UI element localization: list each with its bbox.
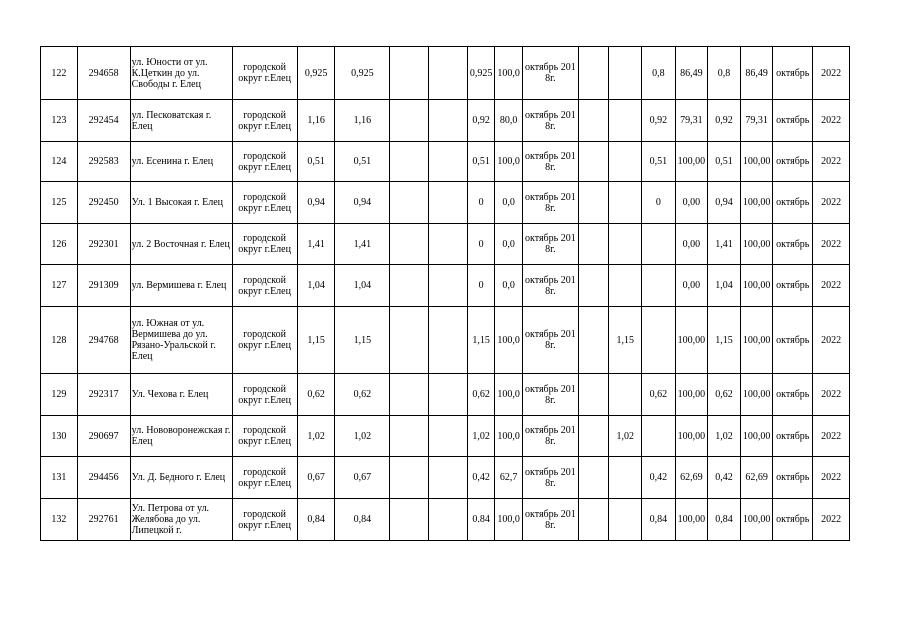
percent-done-cell: 0,0 [495,224,523,265]
repair-date-cell: октябрь 2018г. [522,142,578,182]
percent-done-cell: 80,0 [495,100,523,142]
col-8-cell [429,499,468,541]
repair-date-cell: октябрь 2018г. [522,499,578,541]
repair-date-cell: октябрь 2018г. [522,224,578,265]
district-cell: городской округ г.Елец [232,142,297,182]
street-name-cell: ул. Вермишева г. Елец [130,265,232,307]
col-7-cell [390,499,429,541]
col-7-cell [390,374,429,416]
month-cell: октябрь [773,499,813,541]
col-13-cell [609,100,642,142]
road-code-cell: 294768 [77,307,130,374]
row-number-cell: 128 [41,307,78,374]
col-14-cell [642,265,676,307]
col-13-cell [609,142,642,182]
percent-after-cell: 79,31 [675,100,708,142]
col-12-cell [578,100,609,142]
street-name-cell: Ул. Петрова от ул. Желябова до ул. Липецкой г. [130,499,232,541]
length-total-cell: 0,51 [335,142,390,182]
col-13-cell [609,224,642,265]
col-12-cell [578,142,609,182]
district-cell: городской округ г.Елец [232,182,297,224]
col-14-cell: 0,42 [642,457,676,499]
road-code-cell: 292583 [77,142,130,182]
month-cell: октябрь [773,457,813,499]
repair-date-cell: октябрь 2018г. [522,374,578,416]
district-cell: городской округ г.Елец [232,374,297,416]
percent-after-cell: 86,49 [675,47,708,100]
col-8-cell [429,265,468,307]
row-number-cell: 127 [41,265,78,307]
col-13-cell [609,374,642,416]
length-total-cell: 0,84 [335,499,390,541]
year-cell: 2022 [813,499,850,541]
road-code-cell: 290697 [77,416,130,457]
street-name-cell: ул. Нововоронежская г. Елец [130,416,232,457]
col-7-cell [390,265,429,307]
repair-date-cell: октябрь 2018г. [522,265,578,307]
table-row [41,499,850,541]
col-13-cell [609,182,642,224]
repair-date-cell: октябрь 2018г. [522,307,578,374]
length-cell: 0,925 [297,47,335,100]
col-16-cell: 1,15 [708,307,741,374]
col-7-cell [390,100,429,142]
col-12-cell [578,457,609,499]
col-9-cell: 0,925 [467,47,495,100]
street-name-cell: Ул. 1 Высокая г. Елец [130,182,232,224]
year-cell: 2022 [813,307,850,374]
col-7-cell [390,416,429,457]
length-total-cell: 0,925 [335,47,390,100]
col-13-cell [609,47,642,100]
col-14-cell: 0,62 [642,374,676,416]
repair-date-cell: октябрь 2018г. [522,182,578,224]
length-cell: 1,02 [297,416,335,457]
road-code-cell: 292450 [77,182,130,224]
street-name-cell: Ул. Чехова г. Елец [130,374,232,416]
col-9-cell: 1,15 [467,307,495,374]
table-row [41,374,850,416]
col-9-cell: 0.84 [467,499,495,541]
length-total-cell: 1,04 [335,265,390,307]
length-cell: 1,41 [297,224,335,265]
street-name-cell: ул. Есенина г. Елец [130,142,232,182]
percent-done-cell: 100,0 [495,47,523,100]
col-16-cell: 0,8 [708,47,741,100]
year-cell: 2022 [813,457,850,499]
col-12-cell [578,47,609,100]
col-8-cell [429,224,468,265]
col-12-cell [578,265,609,307]
col-14-cell [642,224,676,265]
length-total-cell: 1,16 [335,100,390,142]
length-total-cell: 1,15 [335,307,390,374]
district-cell: городской округ г.Елец [232,224,297,265]
col-13-cell: 1,02 [609,416,642,457]
col-14-cell: 0,51 [642,142,676,182]
col-12-cell [578,416,609,457]
street-name-cell: ул. Южная от ул. Вермишева до ул. Рязано-Уральской г. Елец [130,307,232,374]
percent-done-cell: 0,0 [495,182,523,224]
col-12-cell [578,499,609,541]
year-cell: 2022 [813,416,850,457]
district-cell: городской округ г.Елец [232,307,297,374]
col-7-cell [390,182,429,224]
district-cell: городской округ г.Елец [232,265,297,307]
col-13-cell [609,265,642,307]
row-number-cell: 122 [41,47,78,100]
percent-final-cell: 100,00 [740,265,773,307]
month-cell: октябрь [773,265,813,307]
row-number-cell: 132 [41,499,78,541]
repair-date-cell: октябрь 2018г. [522,416,578,457]
col-9-cell: 0,62 [467,374,495,416]
percent-final-cell: 62,69 [740,457,773,499]
row-number-cell: 123 [41,100,78,142]
row-number-cell: 125 [41,182,78,224]
col-9-cell: 0,92 [467,100,495,142]
percent-final-cell: 100,00 [740,182,773,224]
percent-final-cell: 100,00 [740,416,773,457]
table-row [41,265,850,307]
roads-register-table [40,46,850,541]
road-code-cell: 292761 [77,499,130,541]
col-7-cell [390,307,429,374]
percent-after-cell: 0,00 [675,182,708,224]
month-cell: октябрь [773,416,813,457]
col-7-cell [390,457,429,499]
percent-after-cell: 100,00 [675,307,708,374]
table-row [41,100,850,142]
percent-final-cell: 100,00 [740,224,773,265]
percent-final-cell: 100,00 [740,142,773,182]
road-code-cell: 291309 [77,265,130,307]
col-14-cell: 0,8 [642,47,676,100]
col-16-cell: 1,04 [708,265,741,307]
length-total-cell: 1,41 [335,224,390,265]
road-code-cell: 294658 [77,47,130,100]
col-9-cell: 0 [467,224,495,265]
percent-done-cell: 0,0 [495,265,523,307]
length-cell: 1,15 [297,307,335,374]
length-total-cell: 0,62 [335,374,390,416]
percent-after-cell: 100,00 [675,499,708,541]
col-14-cell: 0,84 [642,499,676,541]
table-row [41,182,850,224]
road-code-cell: 294456 [77,457,130,499]
percent-done-cell: 100,0 [495,307,523,374]
col-7-cell [390,142,429,182]
col-9-cell: 0,51 [467,142,495,182]
col-13-cell: 1,15 [609,307,642,374]
street-name-cell: Ул. Д. Бедного г. Елец [130,457,232,499]
row-number-cell: 126 [41,224,78,265]
length-cell: 1,16 [297,100,335,142]
road-code-cell: 292454 [77,100,130,142]
percent-after-cell: 62,69 [675,457,708,499]
col-9-cell: 0 [467,182,495,224]
district-cell: городской округ г.Елец [232,100,297,142]
col-8-cell [429,100,468,142]
percent-final-cell: 100,00 [740,374,773,416]
percent-after-cell: 0,00 [675,265,708,307]
table-row [41,224,850,265]
col-8-cell [429,374,468,416]
month-cell: октябрь [773,307,813,374]
col-16-cell: 1,02 [708,416,741,457]
year-cell: 2022 [813,265,850,307]
col-9-cell: 0,42 [467,457,495,499]
row-number-cell: 130 [41,416,78,457]
table-row [41,142,850,182]
repair-date-cell: октябрь 2018г. [522,457,578,499]
year-cell: 2022 [813,142,850,182]
road-code-cell: 292317 [77,374,130,416]
percent-final-cell: 79,31 [740,100,773,142]
year-cell: 2022 [813,100,850,142]
col-16-cell: 0,51 [708,142,741,182]
length-total-cell: 0,67 [335,457,390,499]
col-12-cell [578,307,609,374]
col-12-cell [578,374,609,416]
month-cell: октябрь [773,47,813,100]
length-cell: 0,67 [297,457,335,499]
table-row [41,457,850,499]
percent-done-cell: 100,0 [495,374,523,416]
repair-date-cell: октябрь 2018г. [522,100,578,142]
col-7-cell [390,224,429,265]
year-cell: 2022 [813,374,850,416]
percent-final-cell: 86,49 [740,47,773,100]
street-name-cell: ул. Юности от ул. К.Цеткин до ул. Свободы г. Елец [130,47,232,100]
col-16-cell: 1,41 [708,224,741,265]
month-cell: октябрь [773,374,813,416]
street-name-cell: ул. Песковатская г. Елец [130,100,232,142]
repair-date-cell: октябрь 2018г. [522,47,578,100]
percent-final-cell: 100,00 [740,307,773,374]
col-7-cell [390,47,429,100]
col-13-cell [609,457,642,499]
col-14-cell: 0 [642,182,676,224]
table-row [41,307,850,374]
row-number-cell: 131 [41,457,78,499]
month-cell: октябрь [773,100,813,142]
year-cell: 2022 [813,182,850,224]
table-row [41,47,850,100]
road-code-cell: 292301 [77,224,130,265]
percent-final-cell: 100,00 [740,499,773,541]
percent-after-cell: 0,00 [675,224,708,265]
row-number-cell: 124 [41,142,78,182]
district-cell: городской округ г.Елец [232,457,297,499]
col-8-cell [429,142,468,182]
street-name-cell: ул. 2 Восточная г. Елец [130,224,232,265]
district-cell: городской округ г.Елец [232,416,297,457]
length-cell: 1,04 [297,265,335,307]
length-total-cell: 0,94 [335,182,390,224]
percent-done-cell: 100,0 [495,499,523,541]
col-12-cell [578,182,609,224]
district-cell: городской округ г.Елец [232,499,297,541]
col-13-cell [609,499,642,541]
col-16-cell: 0,62 [708,374,741,416]
col-16-cell: 0,92 [708,100,741,142]
col-8-cell [429,457,468,499]
col-14-cell [642,307,676,374]
row-number-cell: 129 [41,374,78,416]
col-9-cell: 1,02 [467,416,495,457]
year-cell: 2022 [813,47,850,100]
col-12-cell [578,224,609,265]
length-cell: 0,51 [297,142,335,182]
length-total-cell: 1,02 [335,416,390,457]
col-8-cell [429,416,468,457]
col-16-cell: 0,94 [708,182,741,224]
col-16-cell: 0,84 [708,499,741,541]
col-8-cell [429,47,468,100]
percent-after-cell: 100,00 [675,374,708,416]
table-body [41,47,850,541]
month-cell: октябрь [773,224,813,265]
col-9-cell: 0 [467,265,495,307]
percent-done-cell: 100,0 [495,416,523,457]
col-14-cell [642,416,676,457]
percent-after-cell: 100,00 [675,142,708,182]
month-cell: октябрь [773,182,813,224]
month-cell: октябрь [773,142,813,182]
length-cell: 0,84 [297,499,335,541]
col-14-cell: 0,92 [642,100,676,142]
year-cell: 2022 [813,224,850,265]
col-8-cell [429,307,468,374]
percent-after-cell: 100,00 [675,416,708,457]
col-8-cell [429,182,468,224]
length-cell: 0,62 [297,374,335,416]
percent-done-cell: 100,0 [495,142,523,182]
col-16-cell: 0,42 [708,457,741,499]
length-cell: 0,94 [297,182,335,224]
percent-done-cell: 62,7 [495,457,523,499]
district-cell: городской округ г.Елец [232,47,297,100]
table-row [41,416,850,457]
